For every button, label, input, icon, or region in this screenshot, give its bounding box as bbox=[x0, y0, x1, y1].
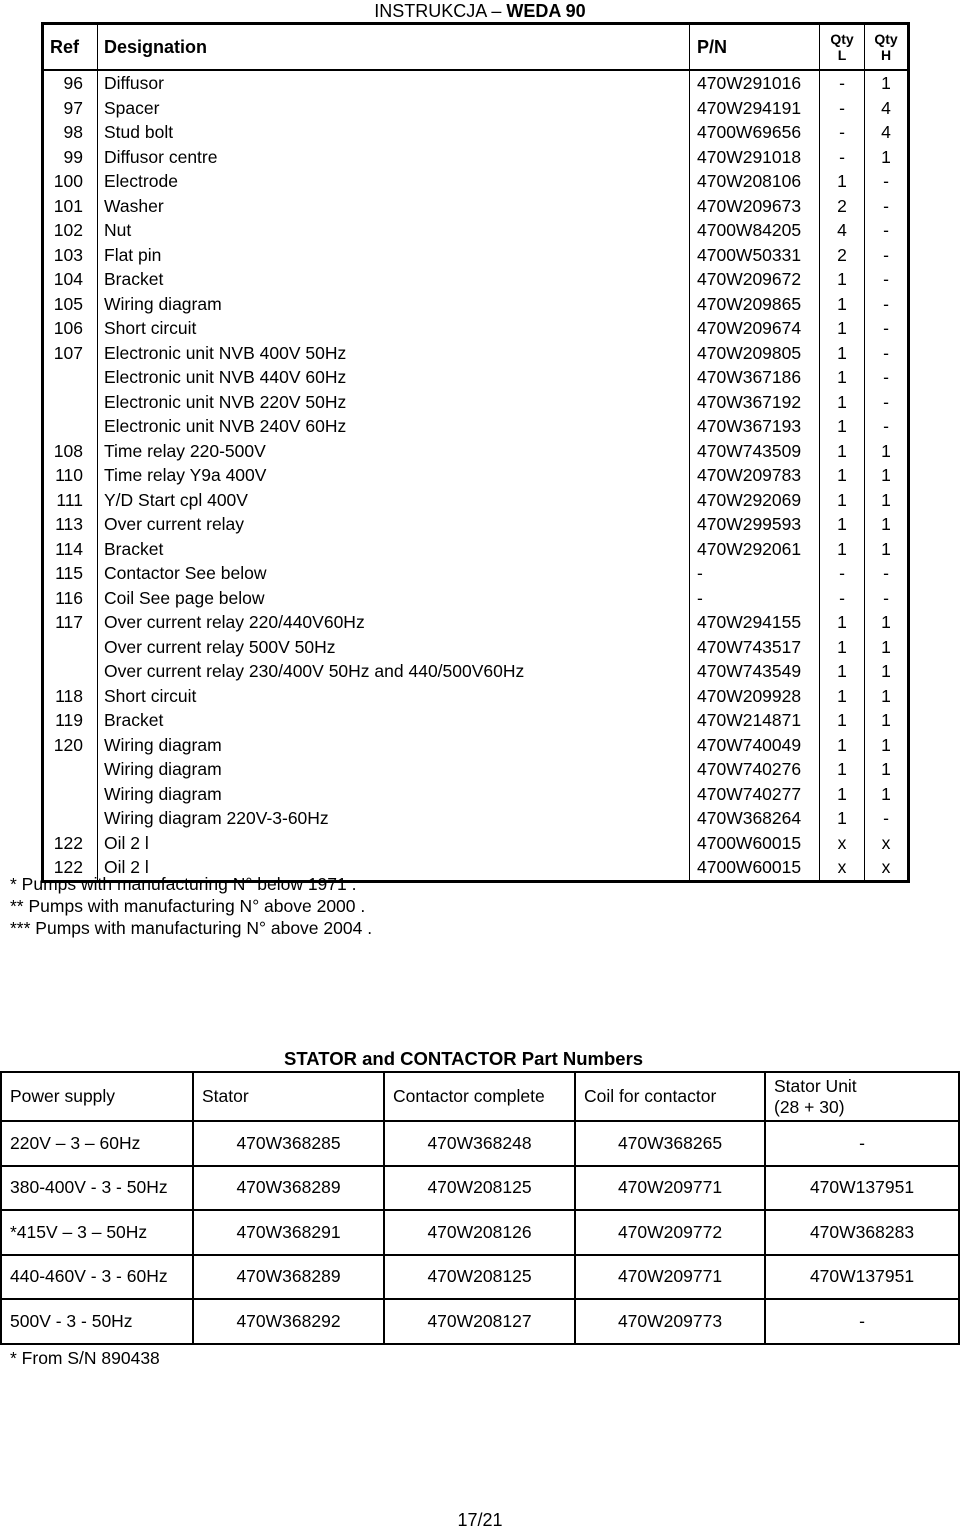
cell-ref: 101 bbox=[53, 195, 83, 216]
cell-qty-h: - bbox=[865, 414, 909, 439]
cell-qty-l: - bbox=[820, 70, 865, 96]
cell-qty-h: - bbox=[865, 390, 909, 415]
cell-qty-h: 1 bbox=[865, 684, 909, 709]
parts-row bbox=[43, 463, 909, 488]
cell-qty-h: x bbox=[865, 831, 909, 856]
stator-footnote: * From S/N 890438 bbox=[10, 1348, 160, 1368]
cell-designation: Electronic unit NVB 440V 60Hz bbox=[98, 365, 690, 390]
cell-power-supply: 440-460V - 3 - 60Hz bbox=[1, 1255, 193, 1300]
cell-designation: Short circuit bbox=[98, 316, 690, 341]
stator-row bbox=[1, 1166, 959, 1211]
parts-row bbox=[43, 806, 909, 831]
cell-qty-l: 1 bbox=[820, 292, 865, 317]
cell-stator-unit: - bbox=[765, 1299, 959, 1344]
stator-table bbox=[0, 1071, 960, 1345]
cell-qty-l: 1 bbox=[820, 757, 865, 782]
cell-qty-l: 1 bbox=[820, 537, 865, 562]
cell-qty-l: 2 bbox=[820, 243, 865, 268]
cell-ref bbox=[43, 414, 98, 439]
parts-row bbox=[43, 488, 909, 513]
cell-qty-l: 1 bbox=[820, 684, 865, 709]
cell-ref: 108 bbox=[53, 440, 83, 461]
cell-qty-l: x bbox=[820, 855, 865, 881]
page-number: 17/21 bbox=[457, 1510, 503, 1530]
parts-row bbox=[43, 70, 909, 96]
parts-row bbox=[43, 708, 909, 733]
cell-designation: Spacer bbox=[98, 96, 690, 121]
stator-table-header-row bbox=[1, 1072, 959, 1121]
cell-pn: 470W291016 bbox=[690, 70, 820, 96]
cell-qty-l: 1 bbox=[820, 610, 865, 635]
col-header-ref: Ref bbox=[43, 24, 98, 71]
col-header-coil: Coil for contactor bbox=[575, 1072, 765, 1121]
cell-ref: 100 bbox=[53, 171, 83, 192]
cell-qty-h: - bbox=[865, 169, 909, 194]
cell-pn: 470W209805 bbox=[690, 341, 820, 366]
cell-designation: Electrode bbox=[98, 169, 690, 194]
cell-qty-l: 1 bbox=[820, 267, 865, 292]
cell-stator-unit: 470W137951 bbox=[765, 1166, 959, 1211]
cell-ref: 115 bbox=[55, 563, 83, 584]
cell-qty-h: - bbox=[865, 194, 909, 219]
cell-pn: 470W214871 bbox=[690, 708, 820, 733]
cell-designation: Electronic unit NVB 220V 50Hz bbox=[98, 390, 690, 415]
cell-qty-l: 1 bbox=[820, 782, 865, 807]
parts-table-header-row bbox=[43, 24, 909, 71]
cell-designation: Short circuit bbox=[98, 684, 690, 709]
header-prefix: INSTRUKCJA – bbox=[374, 1, 507, 21]
cell-qty-l: - bbox=[820, 145, 865, 170]
col-header-stator: Stator bbox=[193, 1072, 384, 1121]
parts-row bbox=[43, 341, 909, 366]
cell-ref: 113 bbox=[55, 514, 83, 535]
stator-row bbox=[1, 1299, 959, 1344]
cell-ref: 110 bbox=[55, 465, 83, 486]
cell-pn: 470W740049 bbox=[690, 733, 820, 758]
cell-qty-h: - bbox=[865, 365, 909, 390]
parts-row bbox=[43, 414, 909, 439]
parts-row bbox=[43, 316, 909, 341]
stator-section-title: STATOR and CONTACTOR Part Numbers bbox=[284, 1048, 644, 1069]
cell-qty-l: 2 bbox=[820, 194, 865, 219]
cell-qty-l: 1 bbox=[820, 169, 865, 194]
cell-designation: Washer bbox=[98, 194, 690, 219]
cell-designation: Flat pin bbox=[98, 243, 690, 268]
cell-qty-l: - bbox=[820, 96, 865, 121]
cell-designation: Wiring diagram bbox=[98, 733, 690, 758]
cell-stator-unit: 470W137951 bbox=[765, 1255, 959, 1300]
cell-pn: 470W209672 bbox=[690, 267, 820, 292]
parts-row bbox=[43, 365, 909, 390]
cell-qty-l: 1 bbox=[820, 635, 865, 660]
cell-pn: 470W209783 bbox=[690, 463, 820, 488]
cell-qty-h: - bbox=[865, 341, 909, 366]
parts-row bbox=[43, 635, 909, 660]
cell-qty-h: - bbox=[865, 806, 909, 831]
cell-designation: Stud bolt bbox=[98, 120, 690, 145]
cell-stator: 470W368289 bbox=[193, 1166, 384, 1211]
cell-designation: Oil 2 l bbox=[98, 831, 690, 856]
cell-qty-h: - bbox=[865, 243, 909, 268]
cell-coil: 470W209771 bbox=[575, 1255, 765, 1300]
cell-pn: - bbox=[690, 561, 820, 586]
cell-qty-h: 1 bbox=[865, 512, 909, 537]
cell-qty-h: 1 bbox=[865, 733, 909, 758]
parts-table bbox=[41, 22, 910, 883]
cell-pn: 470W294191 bbox=[690, 96, 820, 121]
cell-qty-l: - bbox=[820, 586, 865, 611]
cell-pn: 470W743509 bbox=[690, 439, 820, 464]
cell-qty-h: 1 bbox=[865, 145, 909, 170]
cell-qty-h: 1 bbox=[865, 488, 909, 513]
cell-ref: 111 bbox=[56, 489, 83, 510]
cell-pn: 470W292069 bbox=[690, 488, 820, 513]
parts-row bbox=[43, 782, 909, 807]
col-header-qty-l: Qty L bbox=[820, 24, 865, 71]
cell-coil: 470W209772 bbox=[575, 1210, 765, 1255]
footnote-3: *** Pumps with manufacturing N° above 2004 . bbox=[10, 918, 373, 938]
cell-pn: 470W740277 bbox=[690, 782, 820, 807]
cell-designation: Bracket bbox=[98, 708, 690, 733]
cell-qty-l: 1 bbox=[820, 512, 865, 537]
col-header-pn: P/N bbox=[690, 24, 820, 71]
cell-designation: Coil See page below bbox=[98, 586, 690, 611]
cell-ref: 118 bbox=[55, 685, 83, 706]
cell-ref bbox=[43, 365, 98, 390]
footnote-1: * Pumps with manufacturing N° below 1971 . bbox=[10, 874, 357, 894]
cell-pn: 470W292061 bbox=[690, 537, 820, 562]
stator-row bbox=[1, 1255, 959, 1300]
document-header bbox=[0, 0, 960, 22]
cell-ref: 99 bbox=[63, 146, 83, 167]
parts-row bbox=[43, 537, 909, 562]
cell-pn: 470W368264 bbox=[690, 806, 820, 831]
parts-row bbox=[43, 684, 909, 709]
cell-pn: 470W367192 bbox=[690, 390, 820, 415]
cell-designation: Diffusor bbox=[98, 70, 690, 96]
cell-pn: 470W209674 bbox=[690, 316, 820, 341]
parts-row bbox=[43, 831, 909, 856]
cell-power-supply: 500V - 3 - 50Hz bbox=[1, 1299, 193, 1344]
cell-qty-l: 4 bbox=[820, 218, 865, 243]
cell-contactor: 470W208127 bbox=[384, 1299, 575, 1344]
cell-qty-l: 1 bbox=[820, 806, 865, 831]
footnote-2: ** Pumps with manufacturing N° above 2000 . bbox=[10, 896, 366, 916]
cell-qty-h: - bbox=[865, 218, 909, 243]
parts-row bbox=[43, 218, 909, 243]
cell-ref: 117 bbox=[55, 612, 83, 633]
cell-designation: Contactor See below bbox=[98, 561, 690, 586]
cell-qty-h: - bbox=[865, 586, 909, 611]
cell-ref: 96 bbox=[63, 73, 83, 94]
parts-row bbox=[43, 757, 909, 782]
cell-designation: Wiring diagram bbox=[98, 782, 690, 807]
cell-stator: 470W368291 bbox=[193, 1210, 384, 1255]
cell-designation: Over current relay bbox=[98, 512, 690, 537]
cell-qty-h: 1 bbox=[865, 708, 909, 733]
parts-row bbox=[43, 120, 909, 145]
stator-row bbox=[1, 1210, 959, 1255]
parts-row bbox=[43, 243, 909, 268]
col-header-power-supply: Power supply bbox=[1, 1072, 193, 1121]
cell-ref: 104 bbox=[53, 269, 83, 290]
cell-pn: 470W740276 bbox=[690, 757, 820, 782]
cell-ref: 122 bbox=[53, 857, 83, 878]
cell-contactor: 470W208126 bbox=[384, 1210, 575, 1255]
cell-coil: 470W209773 bbox=[575, 1299, 765, 1344]
cell-qty-l: 1 bbox=[820, 708, 865, 733]
cell-qty-l: 1 bbox=[820, 316, 865, 341]
cell-ref: 119 bbox=[55, 710, 83, 731]
cell-qty-h: 1 bbox=[865, 439, 909, 464]
cell-ref: 122 bbox=[53, 832, 83, 853]
cell-ref: 116 bbox=[55, 587, 83, 608]
cell-ref: 105 bbox=[53, 293, 83, 314]
cell-ref: 98 bbox=[63, 122, 83, 143]
cell-pn: 470W209865 bbox=[690, 292, 820, 317]
cell-pn: 4700W84205 bbox=[690, 218, 820, 243]
parts-row bbox=[43, 169, 909, 194]
cell-qty-l: - bbox=[820, 561, 865, 586]
cell-pn: 470W209673 bbox=[690, 194, 820, 219]
cell-ref bbox=[43, 390, 98, 415]
parts-row bbox=[43, 267, 909, 292]
cell-qty-l: 1 bbox=[820, 659, 865, 684]
cell-qty-h: 4 bbox=[865, 96, 909, 121]
cell-contactor: 470W208125 bbox=[384, 1255, 575, 1300]
cell-pn: 470W743517 bbox=[690, 635, 820, 660]
cell-coil: 470W209771 bbox=[575, 1166, 765, 1211]
cell-ref: 102 bbox=[53, 220, 83, 241]
cell-qty-h: - bbox=[865, 292, 909, 317]
cell-qty-l: 1 bbox=[820, 414, 865, 439]
cell-qty-h: 1 bbox=[865, 70, 909, 96]
parts-row bbox=[43, 145, 909, 170]
cell-qty-l: 1 bbox=[820, 390, 865, 415]
cell-qty-l: - bbox=[820, 120, 865, 145]
parts-row bbox=[43, 733, 909, 758]
parts-row bbox=[43, 292, 909, 317]
col-header-designation: Designation bbox=[98, 24, 690, 71]
cell-designation: Bracket bbox=[98, 267, 690, 292]
cell-qty-l: 1 bbox=[820, 439, 865, 464]
cell-ref bbox=[43, 659, 98, 684]
col-header-qty-h: Qty H bbox=[865, 24, 909, 71]
cell-pn: 470W291018 bbox=[690, 145, 820, 170]
cell-pn: 4700W50331 bbox=[690, 243, 820, 268]
header-model: WEDA 90 bbox=[506, 1, 586, 21]
cell-pn: 470W208106 bbox=[690, 169, 820, 194]
cell-pn: 470W294155 bbox=[690, 610, 820, 635]
cell-stator-unit: - bbox=[765, 1121, 959, 1166]
cell-ref bbox=[43, 806, 98, 831]
cell-ref bbox=[43, 635, 98, 660]
cell-designation: Wiring diagram bbox=[98, 292, 690, 317]
cell-ref bbox=[43, 757, 98, 782]
cell-qty-h: 1 bbox=[865, 782, 909, 807]
cell-ref: 114 bbox=[55, 538, 83, 559]
parts-row bbox=[43, 194, 909, 219]
cell-qty-h: - bbox=[865, 561, 909, 586]
cell-power-supply: *415V – 3 – 50Hz bbox=[1, 1210, 193, 1255]
cell-stator: 470W368289 bbox=[193, 1255, 384, 1300]
cell-ref: 106 bbox=[53, 318, 83, 339]
cell-power-supply: 380-400V - 3 - 50Hz bbox=[1, 1166, 193, 1211]
cell-qty-h: 4 bbox=[865, 120, 909, 145]
cell-qty-h: 1 bbox=[865, 659, 909, 684]
cell-pn: 470W743549 bbox=[690, 659, 820, 684]
cell-ref: 107 bbox=[53, 342, 83, 363]
parts-row bbox=[43, 390, 909, 415]
cell-pn: 4700W69656 bbox=[690, 120, 820, 145]
parts-row bbox=[43, 439, 909, 464]
cell-qty-l: 1 bbox=[820, 341, 865, 366]
col-header-contactor: Contactor complete bbox=[384, 1072, 575, 1121]
cell-qty-h: - bbox=[865, 316, 909, 341]
cell-qty-h: 1 bbox=[865, 635, 909, 660]
cell-ref bbox=[43, 782, 98, 807]
cell-designation: Oil 2 l bbox=[98, 855, 690, 881]
parts-row bbox=[43, 586, 909, 611]
cell-coil: 470W368265 bbox=[575, 1121, 765, 1166]
cell-pn: 470W367186 bbox=[690, 365, 820, 390]
cell-designation: Diffusor centre bbox=[98, 145, 690, 170]
cell-qty-l: 1 bbox=[820, 365, 865, 390]
cell-designation: Electronic unit NVB 400V 50Hz bbox=[98, 341, 690, 366]
cell-pn: - bbox=[690, 586, 820, 611]
cell-designation: Wiring diagram 220V-3-60Hz bbox=[98, 806, 690, 831]
cell-ref: 103 bbox=[53, 244, 83, 265]
cell-pn: 4700W60015 bbox=[690, 855, 820, 881]
parts-row bbox=[43, 561, 909, 586]
cell-designation: Over current relay 220/440V60Hz bbox=[98, 610, 690, 635]
cell-qty-h: x bbox=[865, 855, 909, 881]
stator-row bbox=[1, 1121, 959, 1166]
cell-designation: Nut bbox=[98, 218, 690, 243]
cell-power-supply: 220V – 3 – 60Hz bbox=[1, 1121, 193, 1166]
col-header-stator-unit: Stator Unit (28 + 30) bbox=[765, 1072, 959, 1121]
cell-qty-l: x bbox=[820, 831, 865, 856]
cell-qty-l: 1 bbox=[820, 463, 865, 488]
cell-designation: Electronic unit NVB 240V 60Hz bbox=[98, 414, 690, 439]
cell-ref: 120 bbox=[53, 734, 83, 755]
cell-stator: 470W368292 bbox=[193, 1299, 384, 1344]
cell-designation: Over current relay 500V 50Hz bbox=[98, 635, 690, 660]
cell-qty-h: 1 bbox=[865, 463, 909, 488]
cell-pn: 470W209928 bbox=[690, 684, 820, 709]
cell-pn: 470W299593 bbox=[690, 512, 820, 537]
parts-row bbox=[43, 610, 909, 635]
cell-stator: 470W368285 bbox=[193, 1121, 384, 1166]
cell-designation: Time relay Y9a 400V bbox=[98, 463, 690, 488]
cell-designation: Y/D Start cpl 400V bbox=[98, 488, 690, 513]
cell-contactor: 470W208125 bbox=[384, 1166, 575, 1211]
cell-designation: Over current relay 230/400V 50Hz and 440/500V60Hz bbox=[98, 659, 690, 684]
cell-pn: 470W367193 bbox=[690, 414, 820, 439]
cell-designation: Time relay 220-500V bbox=[98, 439, 690, 464]
cell-pn: 4700W60015 bbox=[690, 831, 820, 856]
cell-designation: Wiring diagram bbox=[98, 757, 690, 782]
cell-qty-h: - bbox=[865, 267, 909, 292]
cell-qty-h: 1 bbox=[865, 610, 909, 635]
cell-qty-h: 1 bbox=[865, 757, 909, 782]
cell-qty-h: 1 bbox=[865, 537, 909, 562]
cell-qty-l: 1 bbox=[820, 488, 865, 513]
cell-designation: Bracket bbox=[98, 537, 690, 562]
cell-contactor: 470W368248 bbox=[384, 1121, 575, 1166]
cell-qty-l: 1 bbox=[820, 733, 865, 758]
cell-ref: 97 bbox=[63, 97, 83, 118]
parts-row bbox=[43, 512, 909, 537]
parts-row bbox=[43, 96, 909, 121]
parts-row bbox=[43, 659, 909, 684]
cell-stator-unit: 470W368283 bbox=[765, 1210, 959, 1255]
